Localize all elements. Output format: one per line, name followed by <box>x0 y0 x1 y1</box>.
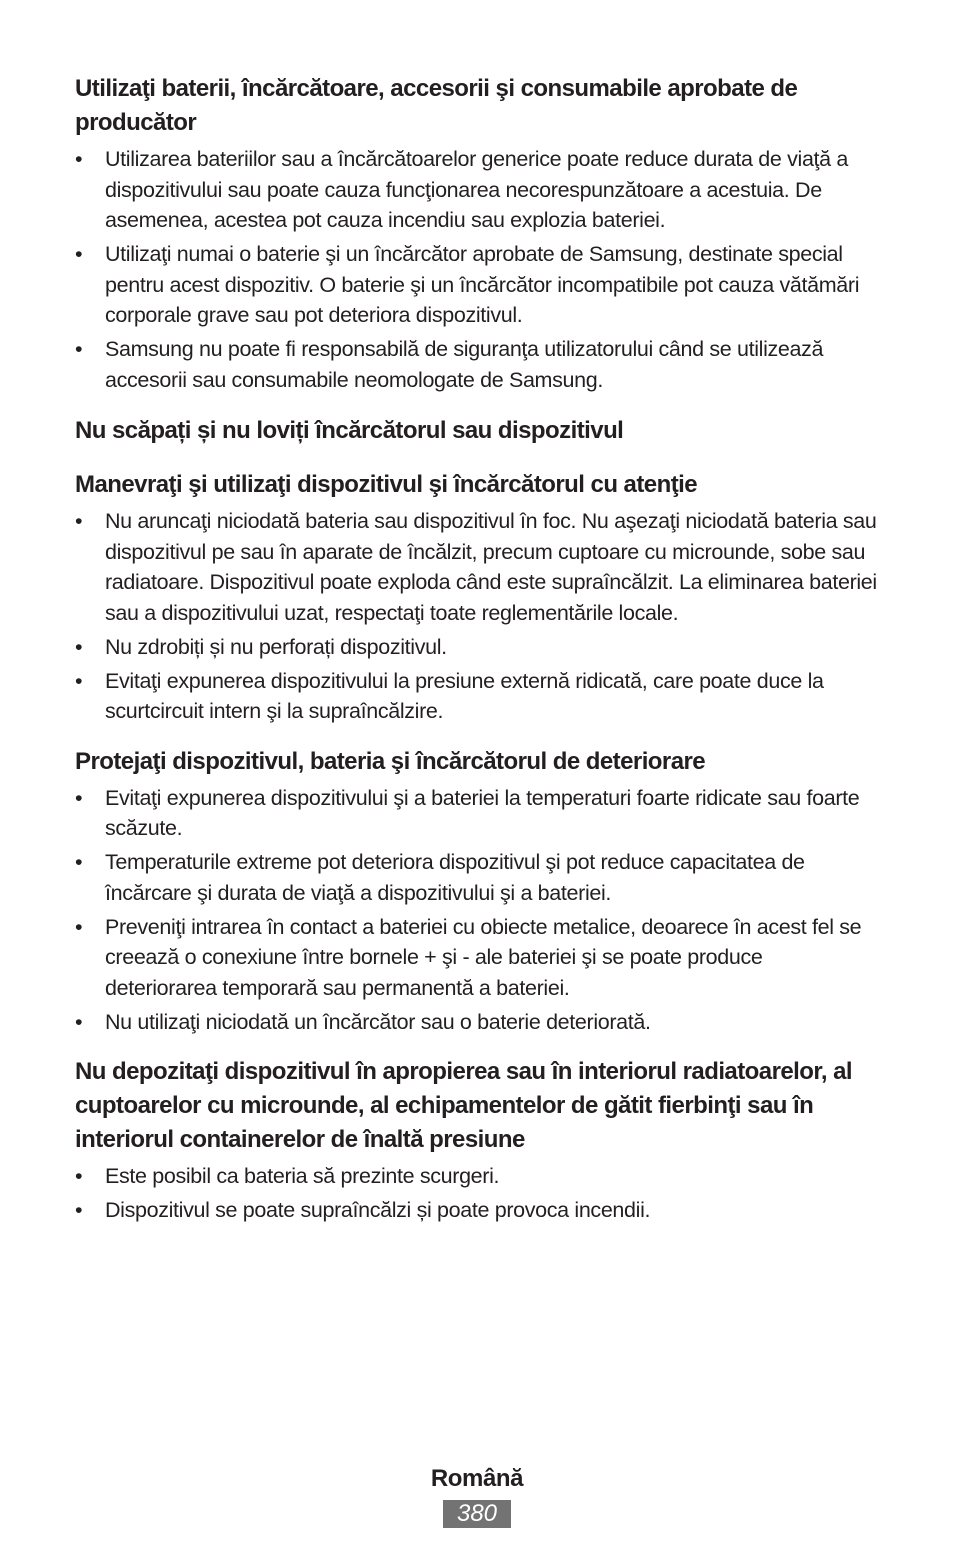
bullet-list <box>75 783 879 1038</box>
list-item <box>75 1195 879 1226</box>
list-item <box>75 847 879 908</box>
section-heading: Nu depozitaţi dispozitivul în apropierea sau în interiorul radiatoarelor, al cuptoarelor cu microunde, al echipamentelor de gătit fierbinţi sau în interiorul containerelor de înaltă presiune <box>75 1058 853 1153</box>
list-item <box>75 666 879 727</box>
list-item-text: Samsung nu poate fi responsabilă de siguranţa utilizatorului când se utilizează accesorii sau consumabile neomologate de Samsung. <box>105 337 824 392</box>
bullet-icon: • <box>75 1009 83 1034</box>
section-protect-from-damage <box>75 745 879 1038</box>
list-item <box>75 1007 879 1038</box>
bullet-icon: • <box>75 850 83 874</box>
page-number-badge: 380 <box>443 1500 511 1528</box>
section-storage-near-heat <box>75 1055 879 1226</box>
list-item <box>75 334 879 395</box>
list-item-text: Nu aruncaţi niciodată bateria sau dispozitivul în foc. Nu aşezaţi niciodată bateria sau dispozitivul pe sau în aparate de încălzit, precum cuptoare cu microunde, sobe sau radiatoare. Dispozitivul poate exploda când este supraîncălzit. La eliminarea bateriei sau a dispozitivului uzat, respectaţi toate reglementările locale. <box>105 509 877 625</box>
section-do-not-drop <box>75 414 879 448</box>
section-heading: Nu scăpați și nu loviți încărcătorul sau dispozitivul <box>75 417 624 444</box>
list-item-text: Temperaturile extreme pot deteriora dispozitivul şi pot reduce capacitatea de încărcare şi durata de viaţă a dispozitivului şi a bateriei. <box>105 850 805 905</box>
bullet-icon: • <box>75 509 83 533</box>
list-item-text: Utilizarea bateriilor sau a încărcătoarelor generice poate reduce durata de viaţă a dispozitivului sau poate cauza funcţionarea necorespunzătoare a acestuia. De asemenea, acestea pot cauza incendiu sau explozia bateriei. <box>105 147 849 232</box>
section-heading: Utilizaţi baterii, încărcătoare, accesorii şi consumabile aprobate de producător <box>75 75 798 136</box>
list-item-text: Evitaţi expunerea dispozitivului şi a bateriei la temperaturi foarte ridicate sau foarte scăzute. <box>105 785 860 840</box>
bullet-list <box>75 506 879 727</box>
bullet-icon: • <box>75 785 83 810</box>
page-footer <box>0 1462 954 1528</box>
section-heading: Manevraţi şi utilizaţi dispozitivul şi încărcătorul cu atenţie <box>75 471 698 498</box>
list-item <box>75 632 879 663</box>
bullet-icon: • <box>75 242 83 266</box>
list-item-text: Nu zdrobiți și nu perforați dispozitivul. <box>105 634 447 659</box>
language-label: Română <box>430 1465 524 1492</box>
section-handle-with-care <box>75 468 879 727</box>
list-item-text: Preveniţi intrarea în contact a bateriei cu obiecte metalice, deoarece în acest fel se creează o conexiune între bornele + şi - ale bateriei şi se poate produce deteriorarea temporară sau permanentă a bateriei. <box>105 914 862 1000</box>
page-content <box>75 72 879 1229</box>
bullet-list <box>75 1161 879 1226</box>
bullet-icon: • <box>75 1164 83 1188</box>
list-item <box>75 144 879 236</box>
list-item <box>75 783 879 844</box>
page-number-wrap <box>0 1500 954 1528</box>
list-item <box>75 239 879 331</box>
bullet-icon: • <box>75 668 83 693</box>
bullet-icon: • <box>75 1198 83 1222</box>
section-approved-accessories <box>75 72 879 395</box>
section-heading: Protejaţi dispozitivul, bateria şi încărcătorul de deteriorare <box>75 747 706 775</box>
list-item-text: Nu utilizaţi niciodată un încărcător sau o baterie deteriorată. <box>105 1009 651 1034</box>
bullet-icon: • <box>75 634 83 659</box>
list-item-text: Este posibil ca bateria să prezinte scurgeri. <box>105 1164 500 1188</box>
bullet-icon: • <box>75 914 83 939</box>
list-item-text: Utilizaţi numai o baterie şi un încărcător aprobate de Samsung, destinate special pentru acest dispozitiv. O baterie şi un încărcător incompatibile pot cauza vătămări corporale grave sau pot deteriora dispozitivul. <box>105 242 860 327</box>
list-item-text: Evitaţi expunerea dispozitivului la presiune externă ridicată, care poate duce la scurtcircuit intern şi la supraîncălzire. <box>105 668 824 723</box>
bullet-icon: • <box>75 147 83 171</box>
list-item <box>75 1161 879 1192</box>
list-item <box>75 912 879 1004</box>
bullet-icon: • <box>75 337 83 361</box>
list-item <box>75 506 879 628</box>
bullet-list <box>75 144 879 395</box>
list-item-text: Dispozitivul se poate supraîncălzi și poate provoca incendii. <box>105 1198 651 1222</box>
